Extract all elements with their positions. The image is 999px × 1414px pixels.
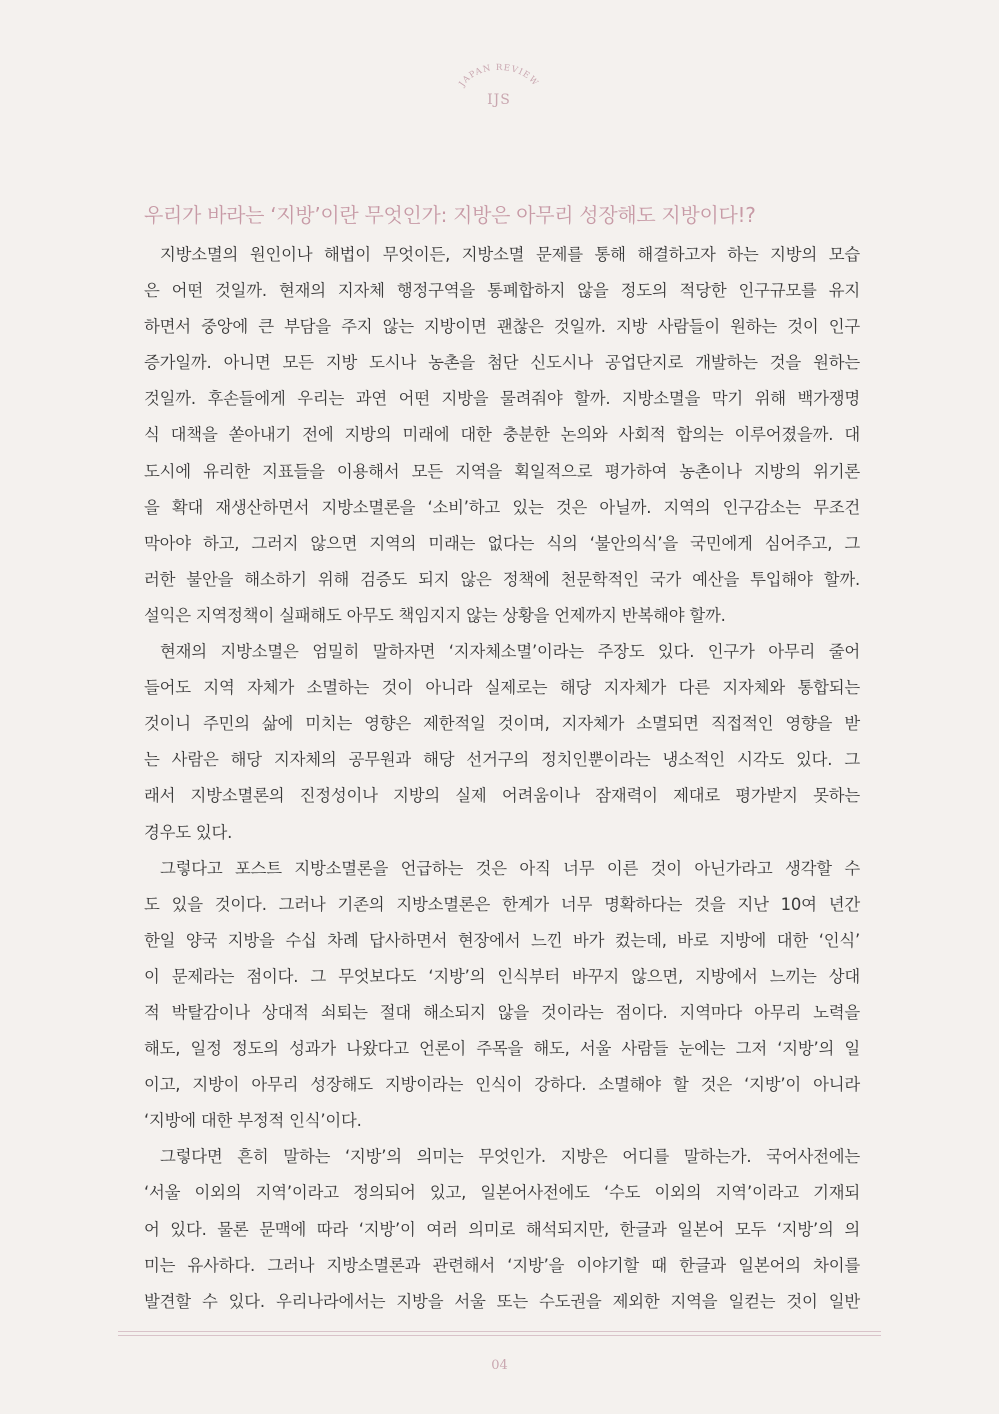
text-line: ‘서울 이외의 지역’이라고 정의되어 있고, 일본어사전에도 ‘수도 이외의 지역’이라고 기재되 [144, 1183, 860, 1203]
paragraph [144, 851, 860, 1140]
text-line: 는 사람은 해당 지자체의 공무원과 해당 선거구의 정치인뿐이라는 냉소적인 시각도 있다. 그 [144, 750, 860, 770]
text-line: 미는 유사하다. 그러나 지방소멸론과 관련해서 ‘지방’을 이야기할 때 한글과 일본어의 차이를 [144, 1255, 860, 1275]
text-line: ‘지방에 대한 부정적 인식’이다. [144, 1111, 362, 1131]
text-line: 러한 불안을 해소하기 위해 검증도 되지 않은 정책에 천문학적인 국가 예산을 투입해야 할까. [144, 569, 860, 589]
text-line: 이고, 지방이 아무리 성장해도 지방이라는 인식이 강하다. 소멸해야 할 것은 ‘지방’이 아니라 [144, 1075, 860, 1095]
footer-rule-bottom [118, 1335, 881, 1336]
text-line: 현재의 지방소멸은 엄밀히 말하자면 ‘지자체소멸’이라는 주장도 있다. 인구가 아무리 줄어 [160, 642, 860, 662]
text-line: 식 대책을 쏟아내기 전에 지방의 미래에 대한 충분한 논의와 사회적 합의는 이루어졌을까. 대 [144, 425, 860, 445]
text-line: 도 있을 것이다. 그러나 기존의 지방소멸론은 한계가 너무 명확하다는 것을 지난 10여 년간 [144, 894, 860, 914]
text-line: 지방소멸의 원인이나 해법이 무엇이든, 지방소멸 문제를 통해 해결하고자 하는 지방의 모습 [160, 245, 860, 264]
paragraph [144, 237, 860, 634]
text-line: 발견할 수 있다. 우리나라에서는 지방을 서울 또는 수도권을 제외한 지역을 일컫는 것이 일반 [144, 1291, 860, 1311]
text-line: 막아야 하고, 그러지 않으면 지역의 미래는 없다는 식의 ‘불안의식’을 국민에게 심어주고, 그 [144, 533, 860, 553]
section-heading: 우리가 바라는 ‘지방’이란 무엇인가: 지방은 아무리 성장해도 지방이다!? [144, 203, 756, 227]
logo-arc-text: JAPAN REVIEW [457, 62, 541, 89]
footer-rule-top [118, 1331, 881, 1332]
text-line: 들어도 지역 자체가 소멸하는 것이 아니라 실제로는 해당 지자체가 다른 지자체와 통합되는 [144, 678, 860, 698]
text-line: 해도, 일정 정도의 성과가 나왔다고 언론이 주목을 해도, 서울 사람들 눈에는 그저 ‘지방’의 일 [144, 1039, 860, 1059]
text-line: 도시에 유리한 지표들을 이용해서 모든 지역을 획일적으로 평가하여 농촌이나 지방의 위기론 [144, 461, 860, 481]
logo-mark [449, 62, 549, 122]
text-line: 그렇다면 흔히 말하는 ‘지방’의 의미는 무엇인가. 지방은 어디를 말하는가. 국어사전에는 [160, 1147, 860, 1167]
text-line: 한일 양국 지방을 수십 차례 답사하면서 현장에서 느낀 바가 컸는데, 바로 지방에 대한 ‘인식’ [144, 930, 860, 950]
text-line: 이 문제라는 점이다. 그 무엇보다도 ‘지방’의 인식부터 바꾸지 않으면, 지방에서 느끼는 상대 [144, 966, 860, 986]
text-line: 경우도 있다. [144, 822, 233, 842]
journal-logo [449, 62, 549, 122]
text-line: 설익은 지역정책이 실패해도 아무도 책임지지 않는 상황을 언제까지 반복해야 할까. [144, 605, 726, 625]
paragraph [144, 1139, 860, 1319]
page-number: 04 [491, 1358, 508, 1373]
paragraph [144, 634, 860, 851]
text-line: 하면서 중앙에 큰 부담을 주지 않는 지방이면 괜찮은 것일까. 지방 사람들이 원하는 것이 인구 [144, 317, 860, 337]
text-line: 적 박탈감이나 상대적 쇠퇴는 절대 해소되지 않을 것이라는 점이다. 지역마다 아무리 노력을 [144, 1002, 860, 1022]
text-line: 은 어떤 것일까. 현재의 지자체 행정구역을 통폐합하지 않을 정도의 적당한 인구규모를 유지 [144, 281, 860, 301]
text-line: 것일까. 후손들에게 우리는 과연 어떤 지방을 물려줘야 할까. 지방소멸을 막기 위해 백가쟁명 [144, 389, 860, 409]
text-line: 증가일까. 아니면 모든 지방 도시나 농촌을 첨단 신도시나 공업단지로 개발하는 것을 원하는 [144, 353, 860, 373]
text-line: 래서 지방소멸론의 진정성이나 지방의 실제 어려움이나 잠재력이 제대로 평가받지 못하는 [144, 786, 860, 806]
logo-text: IJS [487, 92, 511, 108]
article-body [144, 237, 860, 1320]
text-line: 을 확대 재생산하면서 지방소멸론을 ‘소비’하고 있는 것은 아닐까. 지역의 인구감소는 무조건 [144, 497, 860, 517]
text-line: 것이니 주민의 삶에 미치는 영향은 제한적일 것이며, 지자체가 소멸되면 직접적인 영향을 받 [144, 714, 860, 734]
text-line: 그렇다고 포스트 지방소멸론을 언급하는 것은 아직 너무 이른 것이 아닌가라고 생각할 수 [160, 858, 860, 878]
text-line: 어 있다. 물론 문맥에 따라 ‘지방’이 여러 의미로 해석되지만, 한글과 일본어 모두 ‘지방’의 의 [144, 1219, 860, 1239]
